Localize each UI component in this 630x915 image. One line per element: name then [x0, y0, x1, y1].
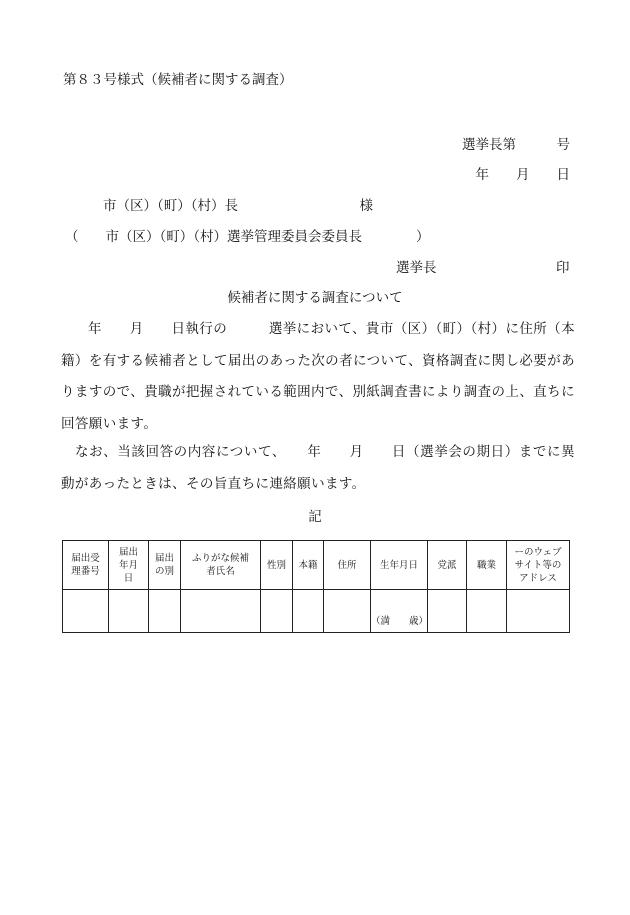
col-header-receipt-number: 届出受理番号 [63, 541, 109, 590]
col-header-address: 住所 [324, 541, 371, 590]
reference-number: 選挙長第 号 [462, 137, 570, 153]
cell-candidate-name[interactable] [181, 590, 261, 633]
addressee-alt-line: （ 市（区）（町）（村）選挙管理委員会委員長 ） [65, 229, 430, 245]
age-note: （満 歳） [371, 616, 429, 627]
col-header-filing-type: 届出の別 [149, 541, 181, 590]
seal-mark: 印 [556, 260, 570, 276]
body-paragraph-2: なお、当該回答の内容について、 年 月 日（選挙会の期日）までに異動があったときは、その旨直ちに連絡願います。 [61, 444, 575, 492]
cell-birthdate[interactable] [371, 590, 428, 633]
sender-title: 選挙長 [396, 260, 437, 276]
cell-gender[interactable] [261, 590, 293, 633]
date-line: 年 月 日 [475, 167, 570, 183]
col-header-website-address: ーのウェブサイト等のアドレス [507, 541, 570, 590]
candidate-table [62, 540, 570, 633]
cell-filing-date[interactable] [109, 590, 149, 633]
col-header-birthdate: 生年月日 [371, 541, 428, 590]
cell-filing-type[interactable] [149, 590, 181, 633]
document-subject: 候補者に関する調査について [227, 290, 403, 306]
table-row [63, 590, 570, 633]
col-header-candidate-name: ふりがな候補者氏名 [181, 541, 261, 590]
table-header-row [63, 541, 570, 590]
col-header-party: 党派 [428, 541, 467, 590]
ki-heading: 記 [308, 509, 322, 525]
col-header-gender: 性別 [261, 541, 293, 590]
addressee-line: 市（区）（町）（村）長 様 [103, 198, 373, 214]
col-header-domicile: 本籍 [293, 541, 324, 590]
col-header-occupation: 職業 [467, 541, 507, 590]
cell-address[interactable] [324, 590, 371, 633]
cell-domicile[interactable] [293, 590, 324, 633]
col-header-filing-date: 届出年月日 [109, 541, 149, 590]
body-paragraph-1: 年 月 日執行の 選挙において、貴市（区）（町）（村）に住所（本籍）を有する候補者として届出のあった次の者について、資格調査に関し必要がありますので、貴職が把握されている範囲内で、別紙調査書により調査の上、直ちに回答願います。 [61, 321, 575, 432]
cell-party[interactable] [428, 590, 467, 633]
form-title: 第８３号様式（候補者に関する調査） [63, 72, 293, 88]
cell-website-address[interactable] [507, 590, 570, 633]
cell-occupation[interactable] [467, 590, 507, 633]
cell-receipt-number[interactable] [63, 590, 109, 633]
